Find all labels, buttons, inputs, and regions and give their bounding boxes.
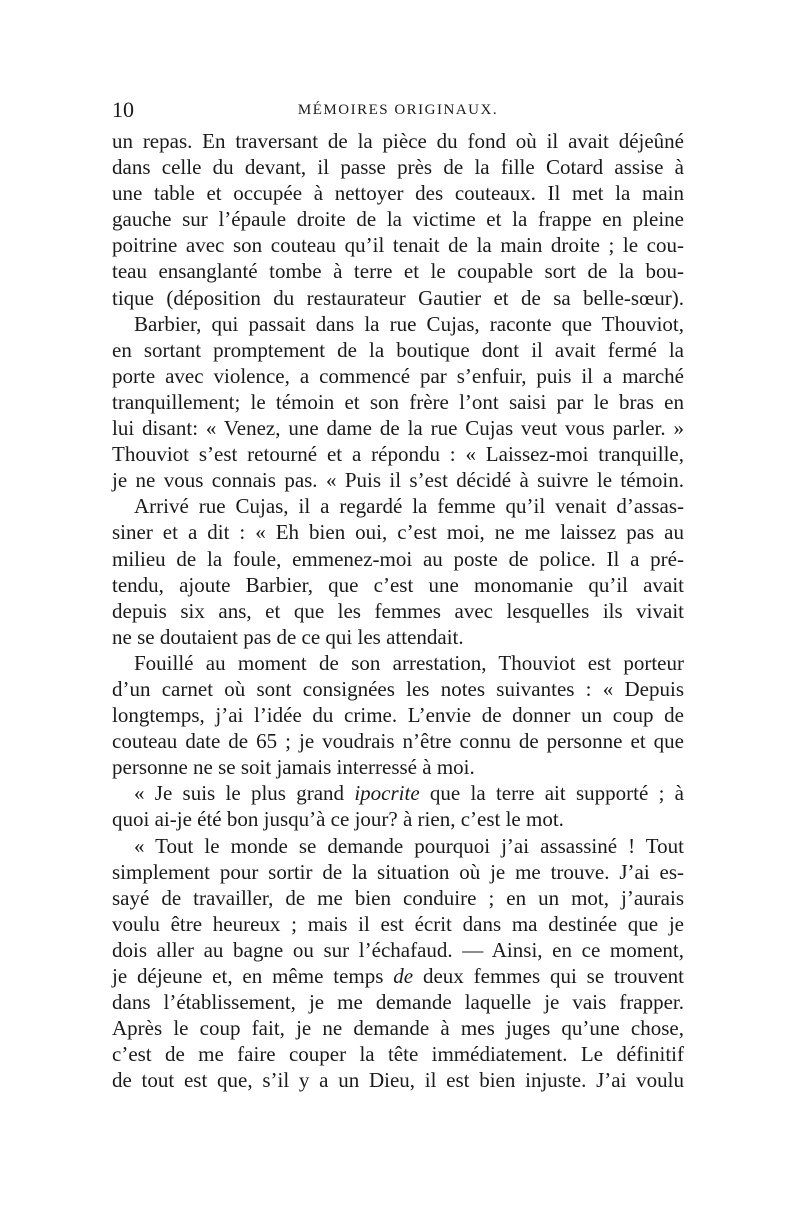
text-line: gauche sur l’épaule droite de la victime et la frappe en pleine: [112, 207, 684, 232]
text-line: poitrine avec son couteau qu’il tenait de la main droite ; le cou-: [112, 233, 684, 258]
text-line: je ne vous connais pas. « Puis il s’est décidé à suivre le témoin.: [112, 468, 684, 493]
paragraph-6: [112, 833, 684, 1094]
text-line: d’un carnet où sont consignées les notes suivantes : « Depuis: [112, 676, 684, 701]
text-line: un repas. En traversant de la pièce du fond où il avait déjeûné: [112, 129, 684, 153]
text-line: milieu de la foule, emmenez-moi au poste de police. Il a pré-: [112, 546, 684, 571]
text-line: « Tout le monde se demande pourquoi j’ai assassiné ! Tout: [134, 833, 684, 858]
text-line: dans l’établissement, je me demande laquelle je vais frapper.: [112, 990, 684, 1015]
emphasized-word: ipocrite: [354, 781, 420, 806]
text-line: tranquillement; le témoin et son frère l’ont saisi par le bras en: [112, 389, 684, 414]
text-line: teau ensanglanté tombe à terre et le coupable sort de la bou-: [112, 259, 684, 284]
text-line: lui disant: « Venez, une dame de la rue Cujas veut vous parler. »: [112, 416, 684, 441]
text-line: en sortant promptement de la boutique dont il avait fermé la: [112, 337, 684, 362]
paragraph-3: [112, 493, 684, 650]
text-line: longtemps, j’ai l’idée du crime. L’envie de donner un coup de: [112, 703, 684, 728]
text-line: couteau date de 65 ; je voudrais n’être connu de personne et que: [112, 729, 684, 754]
text-line: Barbier, qui passait dans la rue Cujas, raconte que Thouviot,: [134, 311, 684, 336]
text-line: Fouillé au moment de son arrestation, Thouviot est porteur: [134, 650, 684, 675]
text-line: dans celle du devant, il passe près de la fille Cotard assise à: [112, 155, 684, 180]
text-line: personne ne se soit jamais interressé à moi.: [112, 755, 475, 780]
text-line: voulu être heureux ; mais il est écrit dans ma destinée que je: [112, 911, 684, 936]
paragraph-1: [112, 128, 684, 311]
text-line: sayé de travailler, de me bien conduire ; en un mot, j’aurais: [112, 885, 684, 910]
running-title: MÉMOIRES ORIGINAUX.: [297, 102, 499, 118]
paragraph-4: [112, 650, 684, 780]
paragraph-2: [112, 311, 684, 494]
text-line: ne se doutaient pas de ce qui les attendait.: [112, 624, 464, 649]
text-line: depuis six ans, et que les femmes avec lesquelles ils vivait: [112, 598, 684, 623]
text-line: siner et a dit : « Eh bien oui, c’est moi, ne me laissez pas au: [112, 520, 684, 545]
text-line: c’est de me faire couper la tête immédiatement. Le définitif: [112, 1042, 684, 1067]
text-line: Thouviot s’est retourné et a répondu : « Laissez-moi tranquille,: [112, 442, 684, 467]
emphasized-word: de: [393, 964, 414, 988]
page-number: 10: [112, 97, 134, 122]
text-line: quoi ai-je été bon jusqu’à ce jour? à rien, c’est le mot.: [112, 807, 564, 832]
paragraph-5: [112, 780, 684, 832]
text-line: je déjeune et, en même temps de deux femmes qui se trouvent: [112, 964, 685, 988]
text-line: tique (déposition du restaurateur Gautier et de sa belle-sœur).: [112, 285, 684, 310]
text-line: dois aller au bagne ou sur l’échafaud. — Ainsi, en ce moment,: [112, 937, 684, 962]
text-line: une table et occupée à nettoyer des couteaux. Il met la main: [112, 181, 684, 206]
text-line: « Je suis le plus grand ipocrite que la terre ait supporté ; à: [134, 781, 685, 806]
text-line: tendu, ajoute Barbier, que c’est une monomanie qu’il avait: [112, 572, 684, 597]
text-line: Après le coup fait, je ne demande à mes juges qu’une chose,: [112, 1016, 684, 1041]
text-line: porte avec violence, a commencé par s’enfuir, puis il a marché: [112, 363, 684, 388]
page-header: [112, 96, 684, 124]
text-line: simplement pour sortir de la situation où je me trouve. J’ai es-: [112, 859, 684, 884]
body-text: [112, 128, 684, 1093]
text-line: de tout est que, s’il y a un Dieu, il est bien injuste. J’ai voulu: [112, 1068, 684, 1093]
text-line: Arrivé rue Cujas, il a regardé la femme qu’il venait d’assas-: [134, 494, 684, 519]
